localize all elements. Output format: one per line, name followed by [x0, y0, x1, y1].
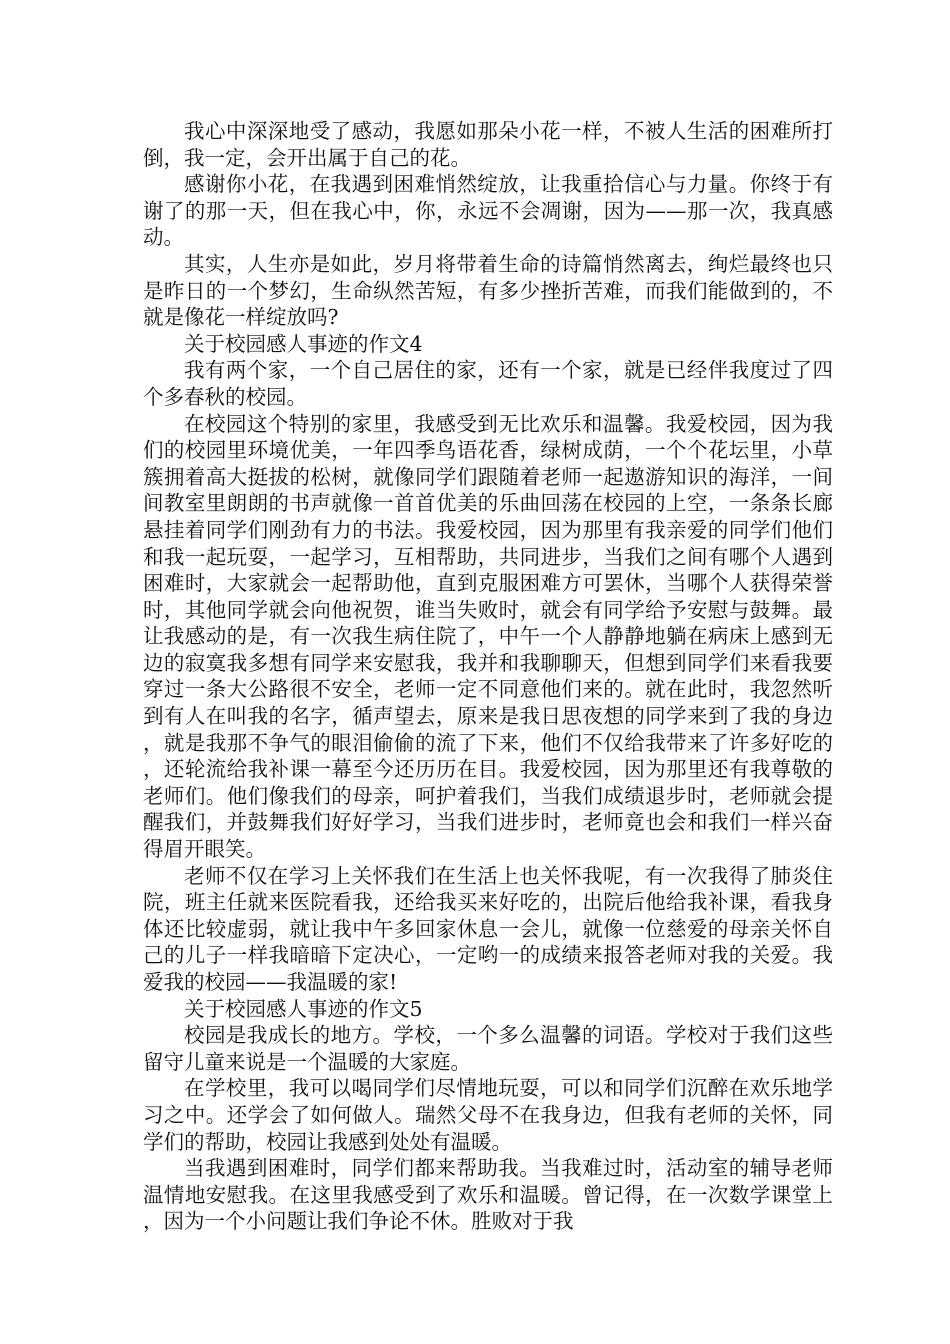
paragraph: 在学校里，我可以喝同学们尽情地玩耍，可以和同学们沉醉在欢乐地学习之中。还学会了如何做人。瑞然父母不在我身边，但我有老师的关怀，同学们的帮助，校园让我感到处处有温暖。	[143, 1076, 833, 1154]
paragraph: 我心中深深地受了感动，我愿如那朵小花一样，不被人生活的困难所打倒，我一定，会开出属于自己的花。	[143, 119, 833, 170]
document-body	[143, 118, 833, 1235]
paragraph: 我有两个家，一个自己居住的家，还有一个家，就是已经伴我度过了四个多春秋的校园。	[143, 358, 833, 409]
paragraph: 其实，人生亦是如此，岁月将带着生命的诗篇悄然离去，绚烂最终也只是昨日的一个梦幻，生命纵然苦短，有多少挫折苦难，而我们能做到的，不就是像花一样绽放吗?	[143, 251, 833, 330]
paragraph: 感谢你小花，在我遇到困难悄然绽放，让我重拾信心与力量。你终于有谢了的那一天，但在我心中，你，永远不会凋谢，因为——那一次，我真感动。	[143, 172, 833, 250]
paragraph: 当我遇到困难时，同学们都来帮助我。当我难过时，活动室的辅导老师温情地安慰我。在这里我感受到了欢乐和温暖。曾记得，在一次数学课堂上，因为一个小问题让我们争论不休。胜败对于我	[143, 1156, 833, 1234]
section-heading: 关于校园感人事迹的作文4	[184, 331, 423, 356]
paragraph: 校园是我成长的地方。学校，一个多么温馨的词语。学校对于我们这些留守儿童来说是一个温暖的大家庭。	[143, 1023, 833, 1074]
paragraph: 在校园这个特别的家里，我感受到无比欢乐和温馨。我爱校园，因为我们的校园里环境优美，一年四季鸟语花香，绿树成荫，一个个花坛里，小草簇拥着高大挺拔的松树，就像同学们跟随着老师一起遨游知识的海洋，一间间教室里朗朗的书声就像一首首优美的乐曲回荡在校园的上空，一条条长廊悬挂着同学们刚劲有力的书法。我爱校园，因为那里有我亲爱的同学们他们和我一起玩耍，一起学习，互相帮助，共同进步，当我们之间有哪个人遇到困难时，大家就会一起帮助他，直到克服困难方可罢休，当哪个人获得荣誉时，其他同学就会向他祝贺，谁当失败时，就会有同学给予安慰与鼓舞。最让我感动的是，有一次我生病住院了，中午一个人静静地躺在病床上感到无边的寂寞我多想有同学来安慰我，我并和我聊聊天，但想到同学们来看我要穿过一条大公路很不安全，老师一定不同意他们来的。就在此时，我忽然听到有人在叫我的名字，循声望去，原来是我日思夜想的同学来到了我的身边，就是我那不争气的眼泪偷偷的流了下来，他们不仅给我带来了许多好吃的，还轮流给我补课一幕至今还历历在目。我爱校园，因为那里还有我尊敬的老师们。他们像我们的母亲，呵护着我们，当我们成绩退步时，老师就会提醒我们，并鼓舞我们好好学习，当我们进步时，老师竟也会和我们一样兴奋得眉开眼笑。	[143, 411, 833, 862]
paragraph: 老师不仅在学习上关怀我们在生活上也关怀我呢，有一次我得了肺炎住院，班主任就来医院看我，还给我买来好吃的，出院后他给我补课，看我身体还比较虚弱，就让我中午多回家休息一会儿，就像一位慈爱的母亲关怀自己的儿子一样我暗暗下定决心，一定哟一的成绩来报答老师对我的关爱。我爱我的校园——我温暖的家!	[143, 863, 833, 994]
section-heading: 关于校园感人事迹的作文5	[184, 996, 423, 1021]
